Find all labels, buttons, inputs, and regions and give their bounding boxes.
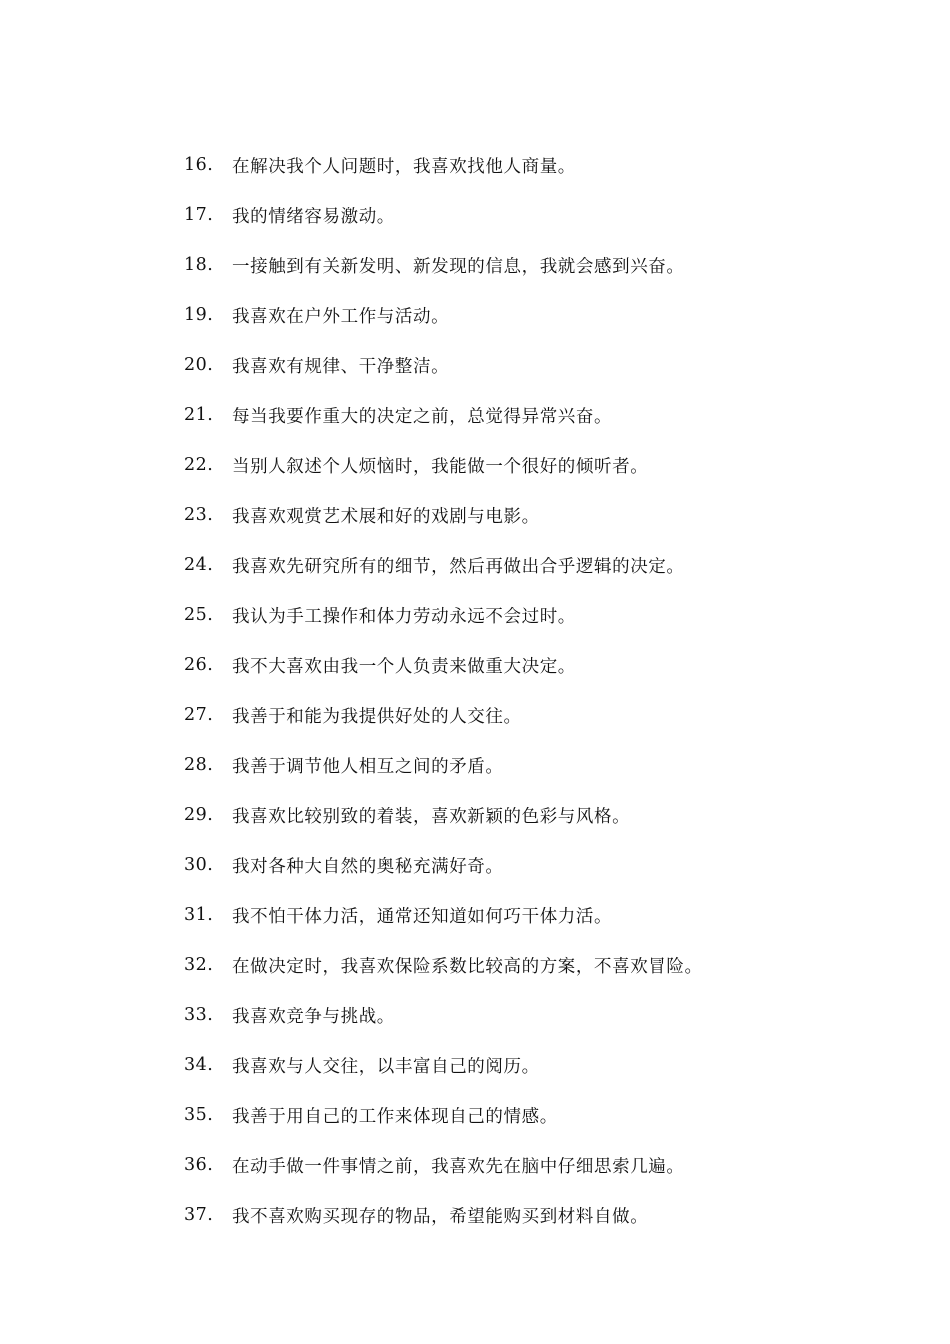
- question-number: 19.: [184, 305, 214, 325]
- question-text: 我对各种大自然的奥秘充满好奇。: [232, 856, 504, 877]
- question-item: [184, 440, 703, 490]
- question-text: 我喜欢比较别致的着装，喜欢新颖的色彩与风格。: [232, 806, 631, 827]
- question-text: 我善于用自己的工作来体现自己的情感。: [232, 1106, 558, 1127]
- question-number: 29.: [184, 805, 214, 825]
- question-number: 33.: [184, 1005, 214, 1025]
- question-text: 我喜欢有规律、干净整洁。: [232, 356, 450, 377]
- question-item: [184, 1090, 703, 1140]
- question-text: 我喜欢竞争与挑战。: [232, 1006, 395, 1027]
- question-text: 我喜欢先研究所有的细节，然后再做出合乎逻辑的决定。: [232, 556, 685, 577]
- question-text: 当别人叙述个人烦恼时，我能做一个很好的倾听者。: [232, 456, 649, 477]
- question-item: [184, 940, 703, 990]
- question-text: 我不怕干体力活，通常还知道如何巧干体力活。: [232, 906, 613, 927]
- question-number: 31.: [184, 905, 214, 925]
- question-item: [184, 990, 703, 1040]
- question-text: 我善于和能为我提供好处的人交往。: [232, 706, 522, 727]
- question-item: [184, 240, 703, 290]
- question-number: 22.: [184, 455, 214, 475]
- question-item: [184, 590, 703, 640]
- question-number: 16.: [184, 155, 214, 175]
- question-item: [184, 390, 703, 440]
- question-text: 我不喜欢购买现存的物品，希望能购买到材料自做。: [232, 1206, 649, 1227]
- question-item: [184, 490, 703, 540]
- question-number: 24.: [184, 555, 214, 575]
- question-item: [184, 1190, 703, 1240]
- question-number: 21.: [184, 405, 214, 425]
- question-number: 28.: [184, 755, 214, 775]
- question-item: [184, 690, 703, 740]
- question-item: [184, 190, 703, 240]
- question-text: 我认为手工操作和体力劳动永远不会过时。: [232, 606, 576, 627]
- question-item: [184, 890, 703, 940]
- question-text: 我不大喜欢由我一个人负责来做重大决定。: [232, 656, 576, 677]
- question-number: 25.: [184, 605, 214, 625]
- question-list: [184, 140, 703, 1240]
- question-item: [184, 290, 703, 340]
- question-number: 32.: [184, 955, 214, 975]
- question-item: [184, 340, 703, 390]
- question-number: 36.: [184, 1155, 214, 1175]
- question-item: [184, 140, 703, 190]
- question-number: 26.: [184, 655, 214, 675]
- question-item: [184, 1040, 703, 1090]
- question-item: [184, 740, 703, 790]
- question-text: 每当我要作重大的决定之前，总觉得异常兴奋。: [232, 406, 613, 427]
- question-text: 我善于调节他人相互之间的矛盾。: [232, 756, 504, 777]
- question-number: 23.: [184, 505, 214, 525]
- question-number: 17.: [184, 205, 214, 225]
- question-item: [184, 790, 703, 840]
- question-item: [184, 540, 703, 590]
- question-text: 我喜欢在户外工作与活动。: [232, 306, 450, 327]
- question-text: 我喜欢与人交往，以丰富自己的阅历。: [232, 1056, 540, 1077]
- question-number: 34.: [184, 1055, 214, 1075]
- question-text: 我的情绪容易激动。: [232, 206, 395, 227]
- question-number: 30.: [184, 855, 214, 875]
- question-item: [184, 1140, 703, 1190]
- question-text: 在解决我个人问题时，我喜欢找他人商量。: [232, 156, 576, 177]
- question-number: 18.: [184, 255, 214, 275]
- question-number: 35.: [184, 1105, 214, 1125]
- question-number: 37.: [184, 1205, 214, 1225]
- question-item: [184, 840, 703, 890]
- question-text: 在动手做一件事情之前，我喜欢先在脑中仔细思索几遍。: [232, 1156, 685, 1177]
- question-number: 20.: [184, 355, 214, 375]
- question-number: 27.: [184, 705, 214, 725]
- question-item: [184, 640, 703, 690]
- question-text: 一接触到有关新发明、新发现的信息，我就会感到兴奋。: [232, 256, 685, 277]
- question-text: 在做决定时，我喜欢保险系数比较高的方案，不喜欢冒险。: [232, 956, 703, 977]
- question-text: 我喜欢观赏艺术展和好的戏剧与电影。: [232, 506, 540, 527]
